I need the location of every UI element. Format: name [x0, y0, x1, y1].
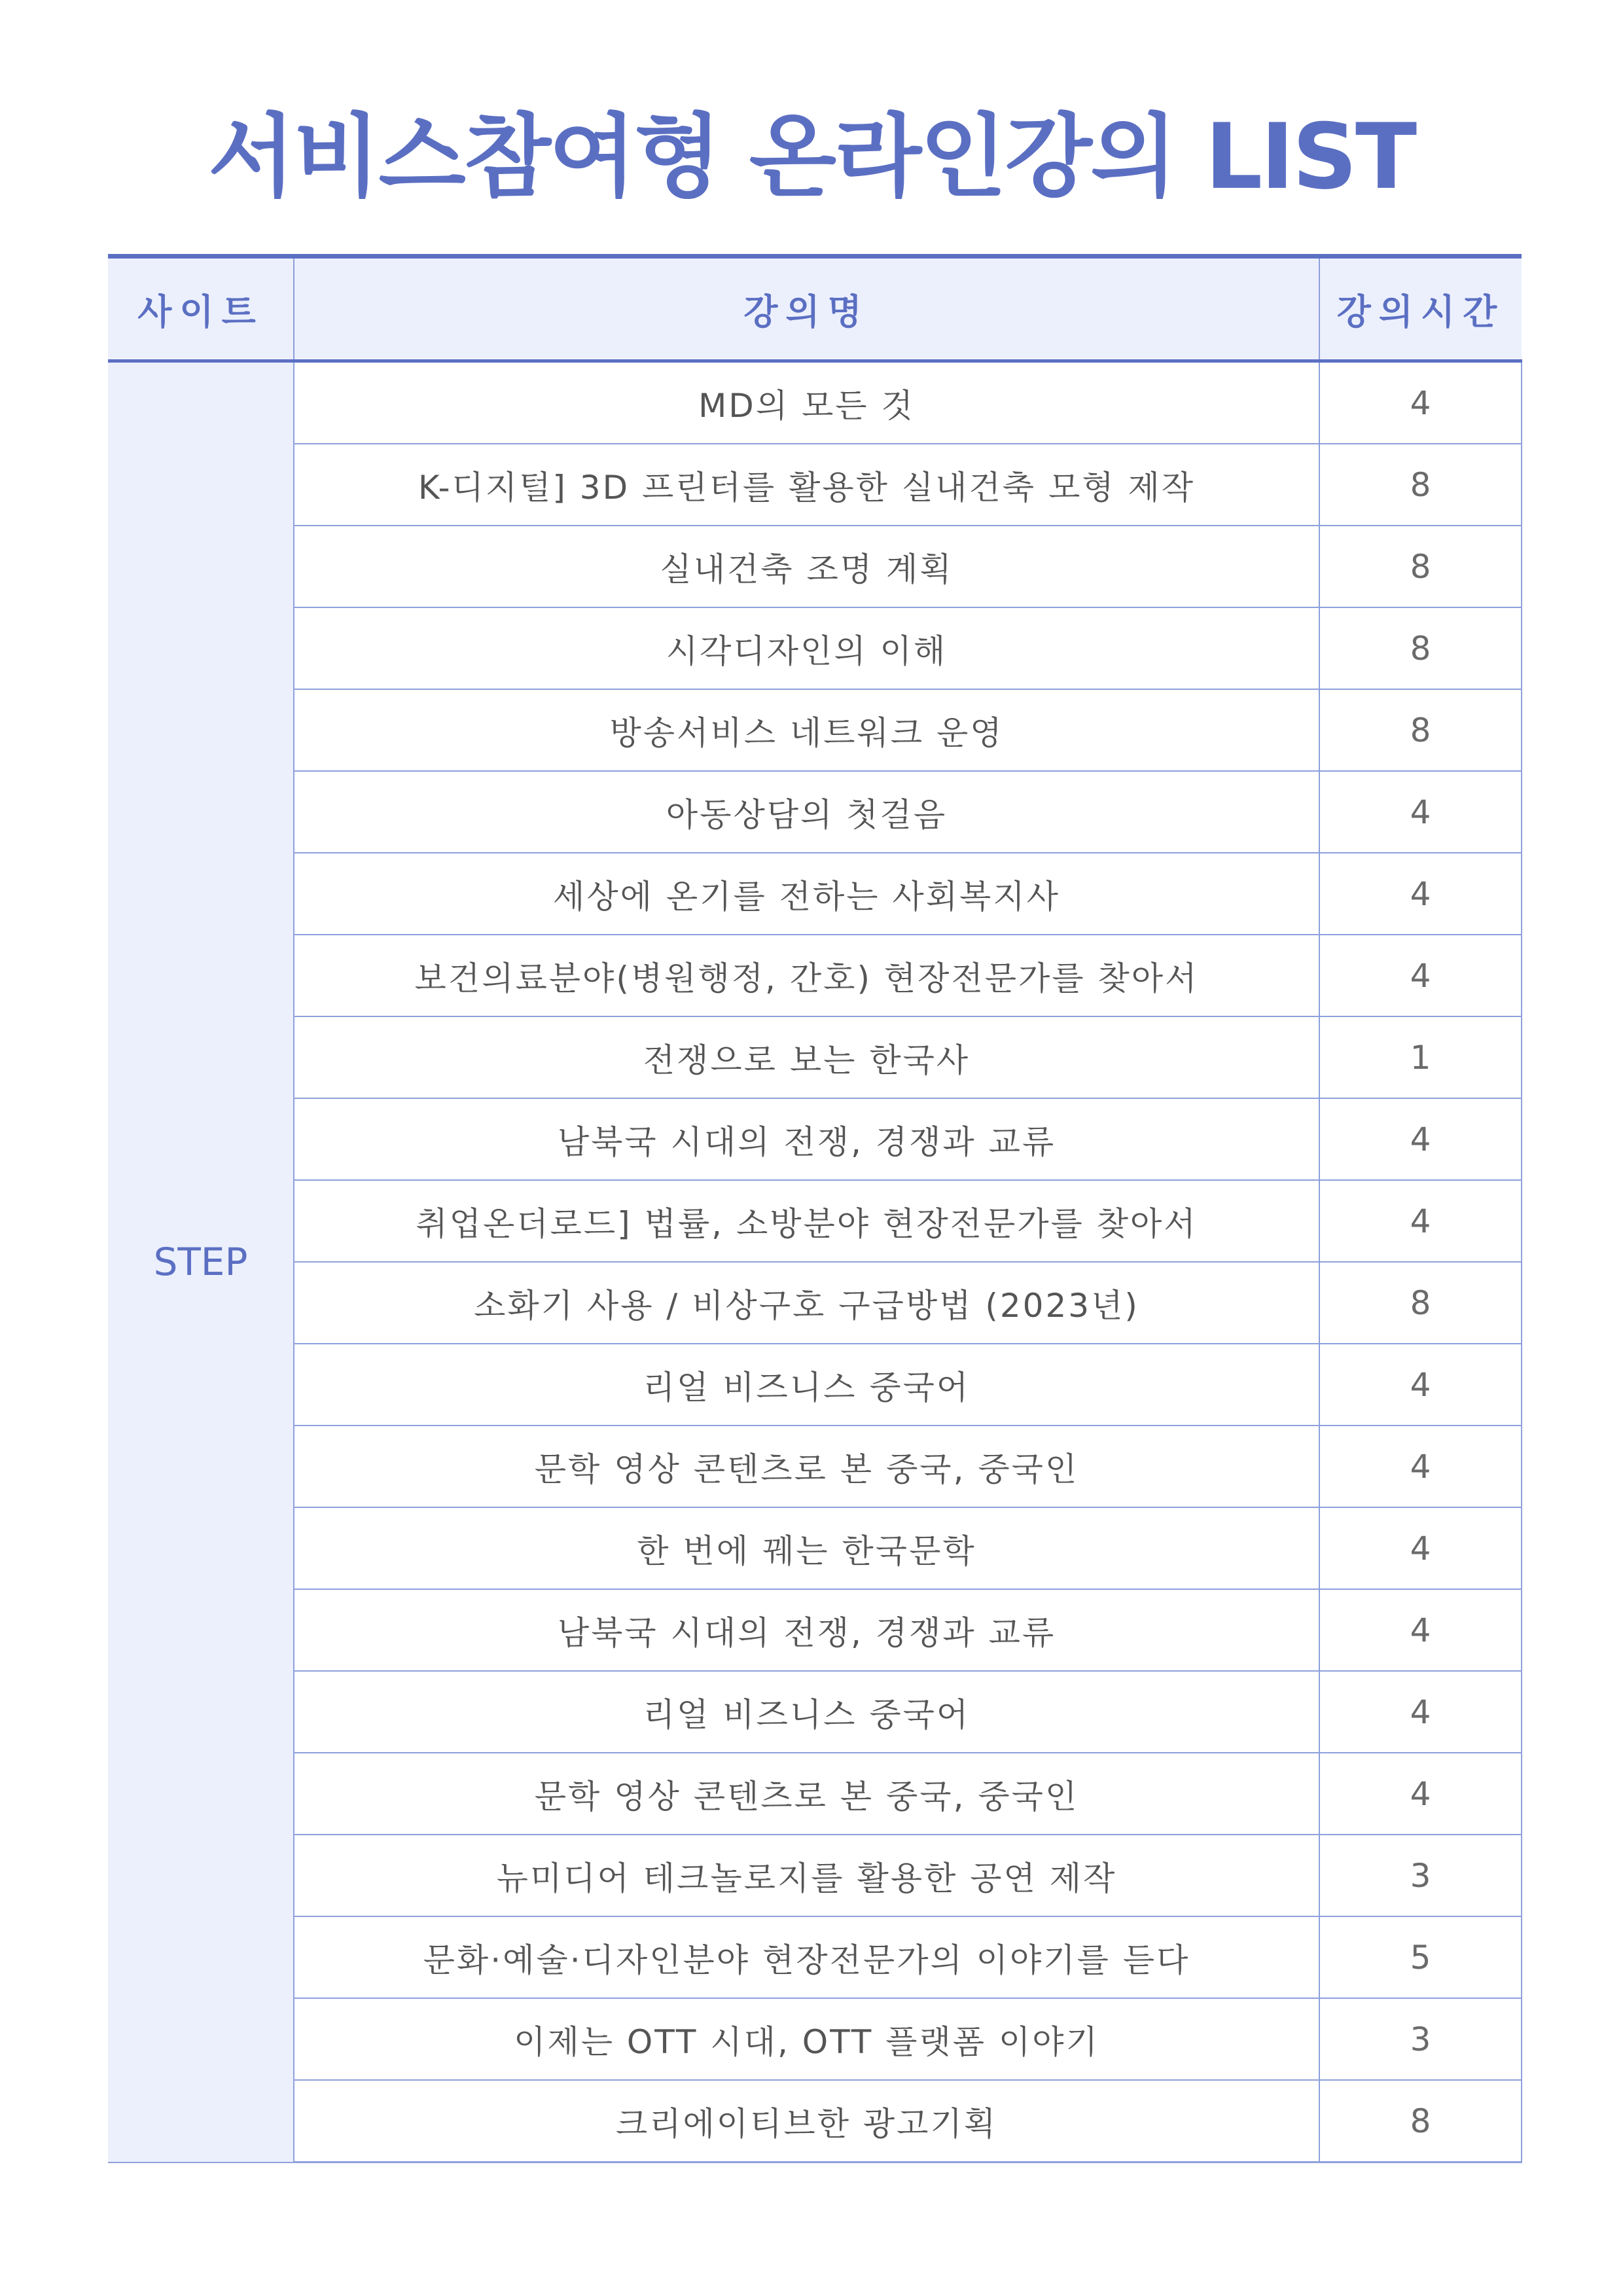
course-list-table [108, 254, 1522, 2163]
course-name-cell: K-디지털] 3D 프린터를 활용한 실내건축 모형 제작 [294, 444, 1319, 526]
course-hours-cell: 4 [1319, 1671, 1522, 1753]
table-row [108, 1753, 1522, 1835]
course-name-column-header: 강의명 [294, 257, 1319, 361]
course-name-cell: 문학 영상 콘텐츠로 본 중국, 중국인 [294, 1426, 1319, 1507]
course-name-cell: 전쟁으로 보는 한국사 [294, 1016, 1319, 1098]
site-column-header: 사이트 [108, 257, 294, 361]
course-name-cell: 뉴미디어 테크놀로지를 활용한 공연 제작 [294, 1835, 1319, 1916]
course-hours-cell: 8 [1319, 607, 1522, 689]
course-name-cell: 시각디자인의 이해 [294, 607, 1319, 689]
course-name-cell: 남북국 시대의 전쟁, 경쟁과 교류 [294, 1589, 1319, 1671]
table-row [108, 771, 1522, 853]
course-hours-cell: 8 [1319, 1262, 1522, 1344]
table-row [108, 1098, 1522, 1180]
table-row [108, 1589, 1522, 1671]
table-row [108, 1016, 1522, 1098]
table-row [108, 1180, 1522, 1262]
course-hours-cell: 8 [1319, 2080, 1522, 2162]
table-row [108, 2080, 1522, 2162]
course-hours-cell: 3 [1319, 1998, 1522, 2080]
course-hours-cell: 4 [1319, 1753, 1522, 1835]
course-name-cell: 남북국 시대의 전쟁, 경쟁과 교류 [294, 1098, 1319, 1180]
course-hours-cell: 4 [1319, 853, 1522, 935]
page-title: 서비스참여형 온라인강의 LIST [207, 104, 1416, 209]
table-row [108, 607, 1522, 689]
course-hours-cell: 3 [1319, 1835, 1522, 1916]
course-name-cell: 이제는 OTT 시대, OTT 플랫폼 이야기 [294, 1998, 1319, 2080]
table-row [108, 1671, 1522, 1753]
course-name-cell: 실내건축 조명 계획 [294, 526, 1319, 607]
course-hours-cell: 5 [1319, 1916, 1522, 1998]
course-hours-cell: 4 [1319, 1426, 1522, 1507]
course-hours-cell: 8 [1319, 444, 1522, 526]
course-name-cell: 문화·예술·디자인분야 현장전문가의 이야기를 듣다 [294, 1916, 1319, 1998]
table-row [108, 1507, 1522, 1589]
course-name-cell: 취업온더로드] 법률, 소방분야 현장전문가를 찾아서 [294, 1180, 1319, 1262]
course-hours-cell: 4 [1319, 1344, 1522, 1426]
course-name-cell: 한 번에 꿰는 한국문학 [294, 1507, 1319, 1589]
course-name-cell: 세상에 온기를 전하는 사회복지사 [294, 853, 1319, 935]
hours-column-header: 강의시간 [1319, 257, 1522, 361]
table-row [108, 689, 1522, 771]
course-hours-cell: 4 [1319, 1507, 1522, 1589]
course-hours-cell: 4 [1319, 1589, 1522, 1671]
table-row [108, 1916, 1522, 1998]
course-name-cell: 리얼 비즈니스 중국어 [294, 1344, 1319, 1426]
course-hours-cell: 8 [1319, 689, 1522, 771]
table-row [108, 444, 1522, 526]
course-hours-cell: 4 [1319, 771, 1522, 853]
course-hours-cell: 4 [1319, 935, 1522, 1016]
course-name-cell: 아동상담의 첫걸음 [294, 771, 1319, 853]
table-header-row [108, 257, 1522, 361]
table-row [108, 1344, 1522, 1426]
table-row [108, 1262, 1522, 1344]
course-hours-cell: 4 [1319, 1180, 1522, 1262]
table-row [108, 361, 1522, 444]
course-hours-cell: 4 [1319, 361, 1522, 444]
course-hours-cell: 1 [1319, 1016, 1522, 1098]
site-name-cell: STEP [108, 361, 294, 2162]
course-hours-cell: 4 [1319, 1098, 1522, 1180]
table-row [108, 935, 1522, 1016]
course-name-cell: 리얼 비즈니스 중국어 [294, 1671, 1319, 1753]
table-row [108, 1998, 1522, 2080]
course-name-cell: 문학 영상 콘텐츠로 본 중국, 중국인 [294, 1753, 1319, 1835]
table-row [108, 1426, 1522, 1507]
table-row [108, 853, 1522, 935]
course-name-cell: MD의 모든 것 [294, 361, 1319, 444]
course-name-cell: 보건의료분야(병원행정, 간호) 현장전문가를 찾아서 [294, 935, 1319, 1016]
course-name-cell: 방송서비스 네트워크 운영 [294, 689, 1319, 771]
table-row [108, 526, 1522, 607]
course-hours-cell: 8 [1319, 526, 1522, 607]
table-row [108, 1835, 1522, 1916]
course-name-cell: 소화기 사용 / 비상구호 구급방법 (2023년) [294, 1262, 1319, 1344]
course-name-cell: 크리에이티브한 광고기획 [294, 2080, 1319, 2162]
